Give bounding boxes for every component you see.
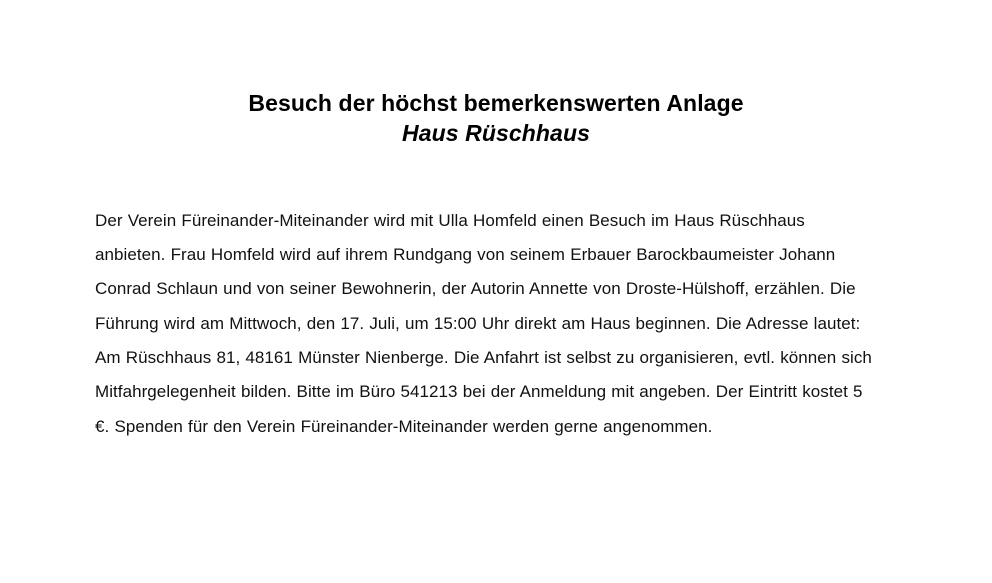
title-line-primary: Besuch der höchst bemerkenswerten Anlage (248, 90, 744, 116)
document-title (0, 0, 992, 149)
document-body (0, 149, 992, 444)
body-paragraph: Der Verein Füreinander-Miteinander wird mit Ulla Homfeld einen Besuch im Haus Rüschhaus anbieten. Frau Homfeld wird auf ihrem Rundgang von seinem Erbauer Barockbaumeister Johann Conrad Schlaun und von seiner Bewohnerin, der Autorin Annette von Droste-Hülshoff, erzählen. Die Führung wird am Mittwoch, den 17. Juli, um 15:00 Uhr direkt am Haus beginnen. Die Adresse lautet: Am Rüschhaus 81, 48161 Münster Nienberge. Die Anfahrt ist selbst zu organisieren, evtl. können sich Mitfahrgelegenheit bilden. Bitte im Büro 541213 bei der Anmeldung mit angeben. Der Eintritt kostet 5 €. Spenden für den Verein Füreinander-Miteinander werden gerne angenommen. (95, 210, 872, 436)
title-line-secondary: Haus Rüschhaus (401, 120, 590, 147)
